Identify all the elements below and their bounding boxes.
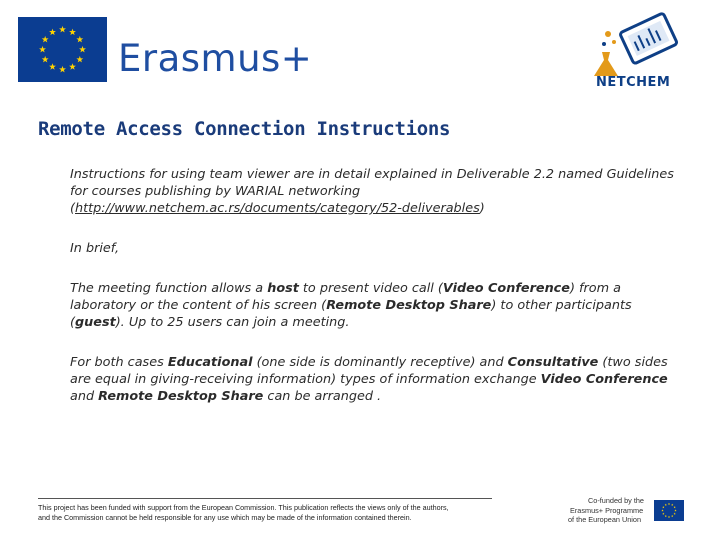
footer-disclaimer: This project has been funded with support from the European Commission. This publication reflects the views only of the authors, and the Commission cannot be held responsible for any use which may be made of the information contained therein. — [38, 503, 449, 522]
deliverables-link[interactable]: http://www.netchem.ac.rs/documents/category/52-deliverables — [75, 201, 480, 216]
paragraph-in-brief: In brief, — [70, 241, 120, 256]
eu-mini-flag-icon — [654, 500, 684, 521]
paragraph-meeting-function: The meeting function allows a host to present video call (Video Conference) from a laboratory or the content of his screen (Remote Desktop Share) to other participants (guest). Up to 25 users can join a meeting. — [70, 281, 632, 330]
footer-divider — [38, 498, 492, 499]
page-title: Remote Access Connection Instructions — [38, 118, 451, 140]
netchem-brand-text: NETCHEM — [596, 75, 671, 90]
paragraph-cases: For both cases Educational (one side is dominantly receptive) and Consultative (two sides are equal in giving-receiving information) types of information exchange Video Conference and Remote Desktop Share can be arranged . — [70, 355, 668, 404]
paragraph-intro: Instructions for using team viewer are in detail explained in Deliverable 2.2 named Guidelines for courses publishing by WARIAL networking (http://www.netchem.ac.rs/documents/category/52-deliverables) — [70, 167, 674, 216]
cofunded-label: Co-funded by the Erasmus+ Programme of the European Union — [568, 496, 644, 524]
erasmus-plus-logo: Erasmus+ — [118, 37, 313, 80]
eu-flag-icon — [18, 17, 107, 82]
